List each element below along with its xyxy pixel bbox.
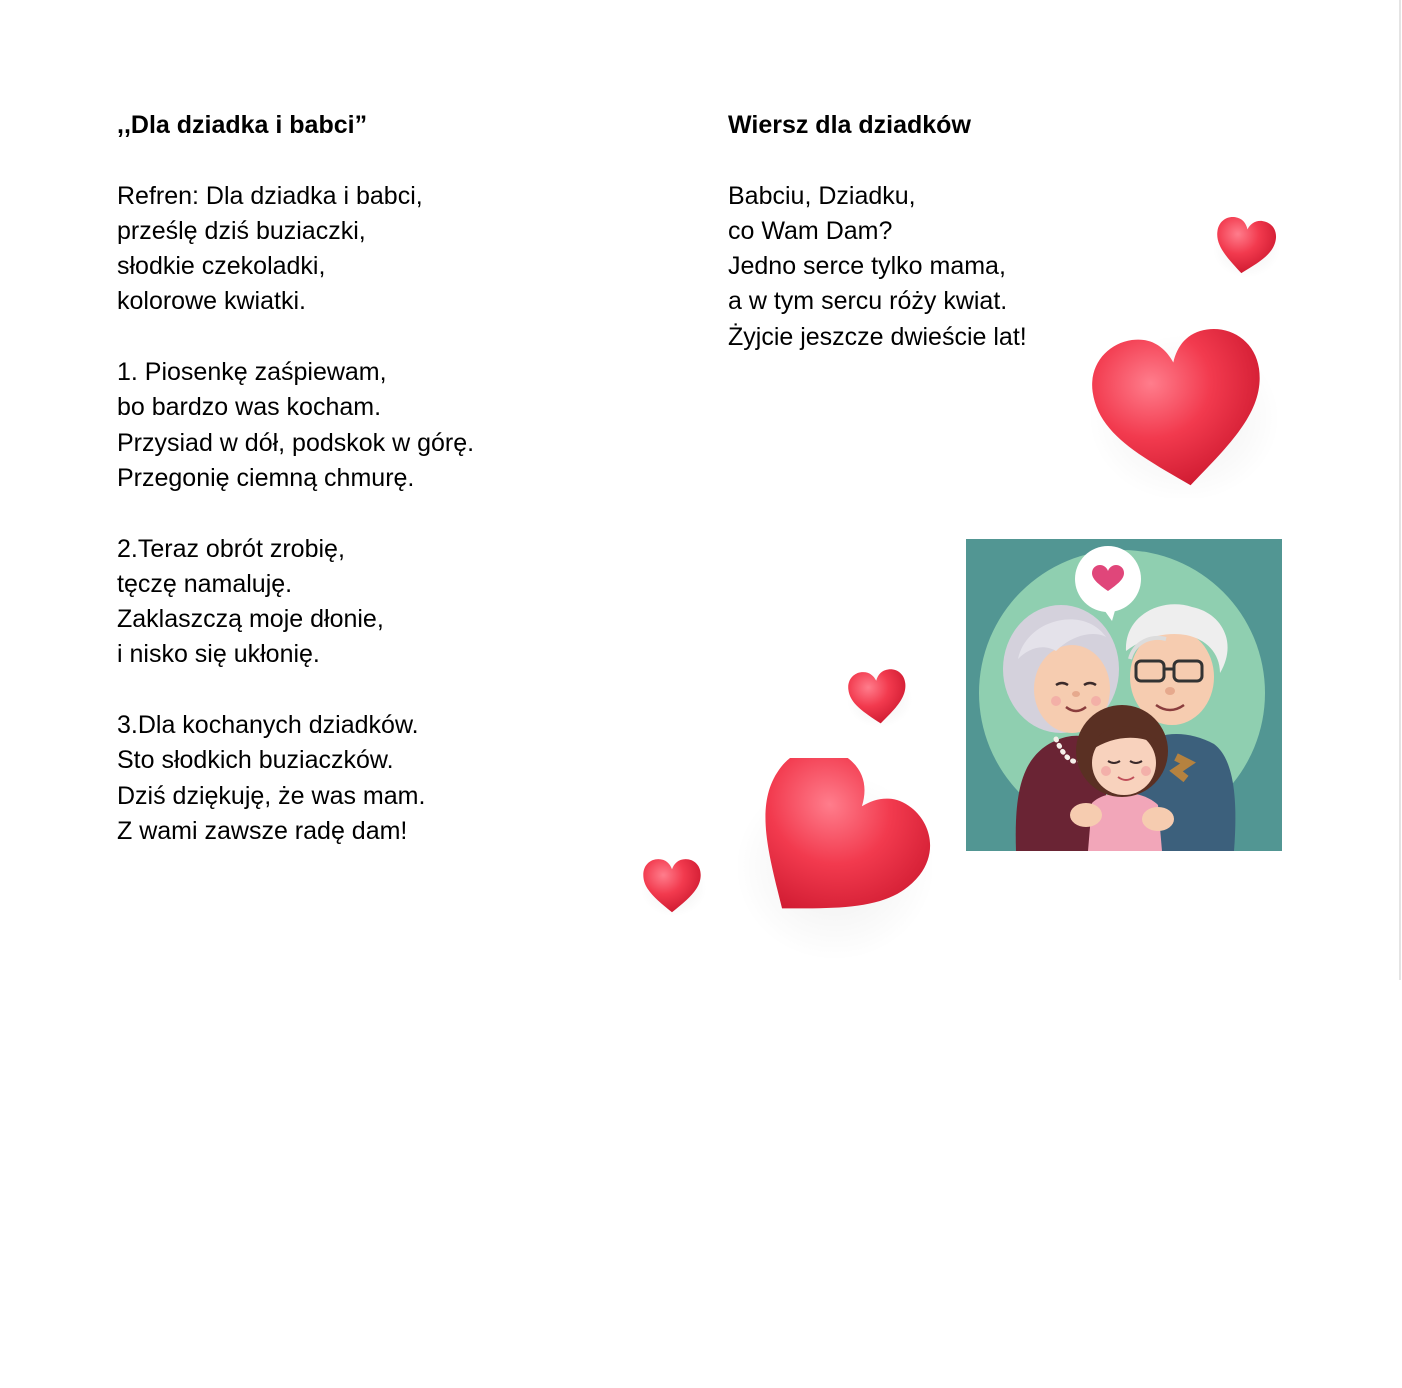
poem-line: Sto słodkich buziaczków. bbox=[117, 746, 394, 775]
stanza-3 bbox=[117, 708, 657, 849]
poem-line: 2.Teraz obrót zrobię, bbox=[117, 534, 345, 563]
poem-line: tęczę namaluję. bbox=[117, 569, 293, 598]
poem-line: Jedno serce tylko mama, bbox=[728, 252, 1006, 281]
poem-line: i nisko się ukłonię. bbox=[117, 640, 320, 669]
heart-icon bbox=[1208, 210, 1282, 280]
grandparents-illustration bbox=[966, 539, 1282, 851]
stanza-1 bbox=[117, 355, 657, 496]
poem-line: 3.Dla kochanych dziadków. bbox=[117, 711, 419, 740]
poem-line: a w tym sercu róży kwiat. bbox=[728, 287, 1008, 316]
poem-line: Babciu, Dziadku, bbox=[728, 181, 916, 210]
poem-line: Refren: Dla dziadka i babci, bbox=[117, 181, 423, 210]
poem-line: Zaklaszczą moje dłonie, bbox=[117, 605, 384, 634]
heart-icon bbox=[636, 852, 708, 918]
poem-title: ,,Dla dziadka i babci” bbox=[117, 111, 368, 139]
poem-line: Przegonię ciemną chmurę. bbox=[117, 463, 415, 492]
poem-title: Wiersz dla dziadków bbox=[728, 111, 971, 139]
heart-icon bbox=[1080, 318, 1280, 498]
poem-line: prześlę dziś buziaczki, bbox=[117, 216, 366, 245]
poem-line: Z wami zawsze radę dam! bbox=[117, 816, 408, 845]
poem-line: słodkie czekoladki, bbox=[117, 252, 326, 281]
page-edge-divider bbox=[1399, 0, 1401, 980]
heart-icon bbox=[842, 662, 914, 730]
stanza-2 bbox=[117, 532, 657, 673]
poem-line: Dziś dziękuję, że was mam. bbox=[117, 781, 426, 810]
poem-line: kolorowe kwiatki. bbox=[117, 287, 306, 316]
poem-line: 1. Piosenkę zaśpiewam, bbox=[117, 358, 387, 387]
poem-line: Żyjcie jeszcze dwieście lat! bbox=[728, 322, 1027, 351]
stanza-refrain bbox=[117, 179, 657, 320]
poem-line: Przysiad w dół, podskok w górę. bbox=[117, 428, 475, 457]
poem-dla-dziadka-i-babci bbox=[117, 108, 657, 849]
poem-line: bo bardzo was kocham. bbox=[117, 393, 382, 422]
heart-icon bbox=[730, 758, 940, 963]
poem-line: co Wam Dam? bbox=[728, 216, 893, 245]
